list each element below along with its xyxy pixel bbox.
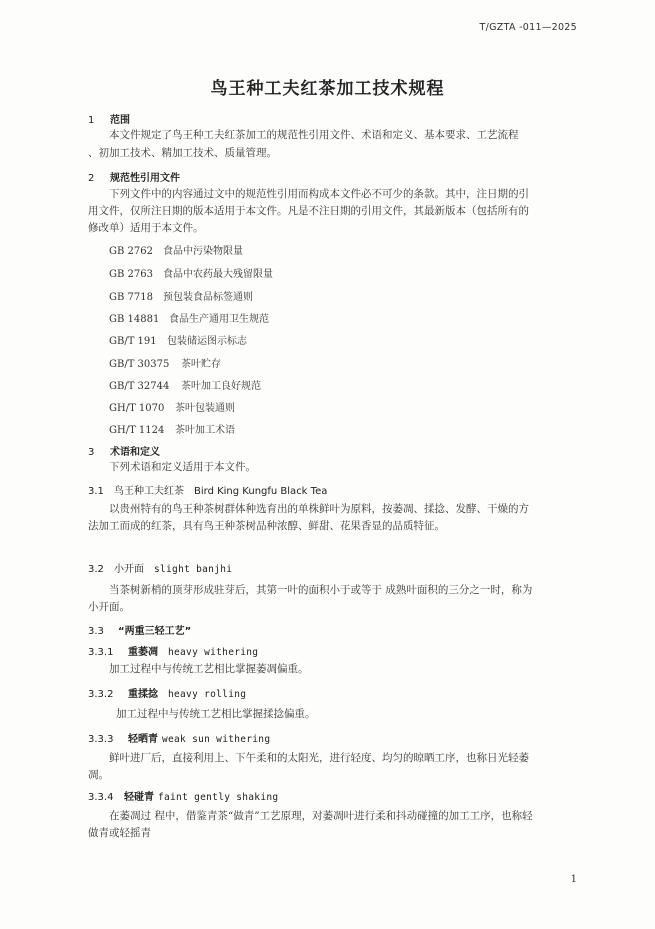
term-chinese: 轻碰青 xyxy=(124,792,154,803)
section-number: 2 xyxy=(88,173,95,184)
paragraph-line: 本文件规定了鸟王种工夫红茶加工的规范性引用文件、术语和定义、基本要求、工艺流程 xyxy=(109,129,519,141)
reference-title: 茶叶加工术语 xyxy=(175,425,235,436)
term-english: heavy rolling xyxy=(168,689,247,700)
reference-code: GB/T 191 xyxy=(109,336,157,347)
term-english: faint gently shaking xyxy=(158,792,279,803)
term-chinese: “两重三轻工艺” xyxy=(118,626,192,637)
reference-item xyxy=(109,377,261,392)
section-heading xyxy=(88,169,180,184)
term-number: 3.3.1 xyxy=(88,647,114,658)
paragraph-line: 下列文件中的内容通过文中的规范性引用而构成本文件必不可少的条款。其中，注日期的引 xyxy=(109,188,529,200)
document-code: T/GZTA -011—2025 xyxy=(479,22,577,33)
reference-item xyxy=(109,421,235,436)
reference-item xyxy=(109,355,221,370)
section-heading xyxy=(88,443,160,458)
reference-title: 包装储运图示标志 xyxy=(167,336,247,347)
paragraph-line: 、初加工技术、精加工技术、质量管理。 xyxy=(88,147,277,159)
paragraph-line: 鲜叶进厂后，直接利用上、下午柔和的太阳光，进行轻度、均匀的晾晒工序，也称日光轻萎 xyxy=(109,752,529,764)
reference-item xyxy=(109,242,243,257)
term-chinese: 小开面 xyxy=(114,564,144,575)
section-heading xyxy=(88,111,130,126)
term-heading xyxy=(88,730,270,745)
section-title: 范围 xyxy=(110,115,130,126)
reference-code: GB/T 30375 xyxy=(109,359,170,370)
section-title: 术语和定义 xyxy=(110,447,160,458)
term-english: slight banjhi xyxy=(154,564,233,575)
page-number: 1 xyxy=(570,874,577,885)
paragraph-line: 做青或轻摇青 xyxy=(88,827,151,839)
reference-code: GB 14881 xyxy=(109,314,160,325)
term-number: 3.3 xyxy=(88,626,104,637)
term-number: 3.3.2 xyxy=(88,689,114,700)
paragraph-line: 用文件，仅所注日期的版本适用于本文件。凡是不注日期的引用文件，其最新版本（包括所有的 xyxy=(88,205,529,217)
section-title: 规范性引用文件 xyxy=(110,173,180,184)
term-heading xyxy=(88,788,278,803)
reference-code: GB 2762 xyxy=(109,246,153,257)
reference-title: 食品中污染物限量 xyxy=(163,246,243,257)
paragraph-line: 在萎凋过 程中，借鉴青茶“做青”工艺原理，对萎凋叶进行柔和抖动碰撞的加工工序，也称轻 xyxy=(109,810,533,822)
term-number: 3.3.4 xyxy=(88,792,114,803)
reference-code: GB 7718 xyxy=(109,292,153,303)
term-english: weak sun withering xyxy=(162,734,271,745)
term-english: Bird King Kungfu Black Tea xyxy=(194,486,328,497)
paragraph-line: 凋。 xyxy=(88,769,109,781)
reference-code: GB/T 32744 xyxy=(109,381,170,392)
reference-code: GB 2763 xyxy=(109,269,153,280)
paragraph-line: 小开面。 xyxy=(88,601,130,613)
term-heading xyxy=(88,482,327,497)
reference-title: 茶叶加工良好规范 xyxy=(181,381,261,392)
term-chinese: 重萎凋 xyxy=(128,647,158,658)
section-number: 1 xyxy=(88,115,95,126)
reference-item xyxy=(109,332,247,347)
term-chinese: 鸟王种工夫红茶 xyxy=(114,486,184,497)
section-number: 3 xyxy=(88,447,95,458)
paragraph-line: 以贵州特有的鸟王种茶树群体种选育出的单株鲜叶为原料，按萎凋、揉捻、发酵、干燥的方 xyxy=(109,503,529,515)
paragraph-line: 当茶树新梢的顶芽形成驻芽后，其第一叶的面积小于或等于 成熟叶面积的三分之一时，称为 xyxy=(109,584,533,596)
reference-title: 茶叶贮存 xyxy=(181,359,221,370)
reference-code: GH/T 1070 xyxy=(109,403,165,414)
term-number: 3.2 xyxy=(88,564,104,575)
term-chinese: 重揉捻 xyxy=(128,689,158,700)
reference-item xyxy=(109,399,235,414)
paragraph-line: 法加工而成的红茶，具有鸟王种茶树品种浓醇、鲜甜、花果香显的品质特征。 xyxy=(88,520,445,532)
reference-item xyxy=(109,288,253,303)
reference-title: 茶叶包装通则 xyxy=(175,403,235,414)
term-number: 3.3.3 xyxy=(88,734,114,745)
term-heading xyxy=(88,643,258,658)
reference-title: 食品中农药最大残留限量 xyxy=(163,269,273,280)
reference-title: 食品生产通用卫生规范 xyxy=(169,314,269,325)
document-title: 鸟王种工夫红茶加工技术规程 xyxy=(210,79,445,99)
paragraph-line: 加工过程中与传统工艺相比掌握揉捻偏重。 xyxy=(116,708,316,720)
term-heading xyxy=(88,685,246,700)
paragraph-line: 修改单）适用于本文件。 xyxy=(88,222,204,234)
reference-item xyxy=(109,265,273,280)
term-heading xyxy=(88,622,191,637)
reference-item xyxy=(109,310,269,325)
term-heading xyxy=(88,560,232,575)
term-english: heavy withering xyxy=(168,647,259,658)
reference-title: 预包装食品标签通则 xyxy=(163,292,253,303)
term-chinese: 轻晒青 xyxy=(128,734,158,745)
paragraph-line: 加工过程中与传统工艺相比掌握萎凋偏重。 xyxy=(109,663,309,675)
paragraph-line: 下列术语和定义适用于本文件。 xyxy=(109,461,256,473)
reference-code: GH/T 1124 xyxy=(109,425,165,436)
term-number: 3.1 xyxy=(88,486,104,497)
